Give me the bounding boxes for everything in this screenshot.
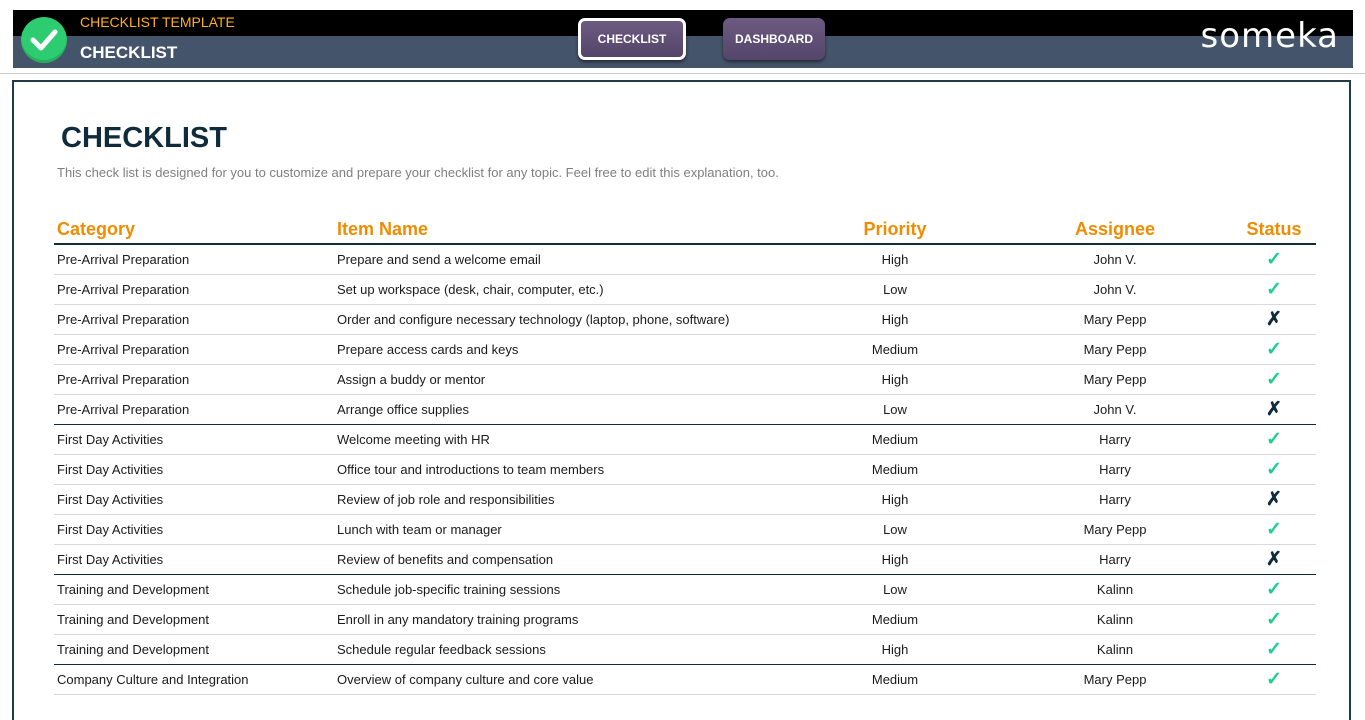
item-name-cell[interactable]: Prepare access cards and keys (337, 342, 519, 357)
category-cell[interactable]: First Day Activities (57, 462, 164, 477)
item-name-cell[interactable]: Review of job role and responsibilities (337, 492, 555, 507)
assignee-cell[interactable]: Mary Pepp (1083, 672, 1147, 687)
assignee-cell[interactable]: John V. (1093, 252, 1137, 267)
priority-cell[interactable]: Medium (871, 432, 919, 447)
status-cross-icon[interactable]: ✗ (1266, 399, 1282, 420)
item-name-cell[interactable]: Review of benefits and compensation (337, 552, 554, 567)
priority-cell[interactable]: Medium (871, 462, 919, 477)
assignee-cell[interactable]: John V. (1093, 282, 1137, 297)
table-row[interactable] (54, 515, 1316, 545)
page-description[interactable]: This check list is designed for you to customize and prepare your checklist for any topic. Feel free to edit this explanation, too. (57, 165, 779, 180)
priority-cell[interactable]: High (881, 642, 909, 657)
table-row[interactable] (54, 545, 1316, 575)
table-row[interactable] (54, 425, 1316, 455)
category-cell[interactable]: Company Culture and Integration (57, 672, 249, 687)
assignee-cell[interactable]: Harry (1099, 552, 1131, 567)
priority-cell[interactable]: High (881, 492, 909, 507)
status-check-icon[interactable]: ✓ (1266, 579, 1282, 600)
brand-logo[interactable]: someka (1200, 16, 1339, 56)
assignee-cell[interactable]: Mary Pepp (1083, 522, 1147, 537)
assignee-cell[interactable]: Harry (1099, 492, 1131, 507)
category-cell[interactable]: Training and Development (57, 642, 209, 657)
item-name-cell[interactable]: Office tour and introductions to team members (337, 462, 605, 477)
priority-cell[interactable]: Low (883, 282, 907, 297)
category-cell[interactable]: Pre-Arrival Preparation (57, 282, 190, 297)
category-cell[interactable]: Pre-Arrival Preparation (57, 312, 190, 327)
assignee-cell[interactable]: Harry (1099, 462, 1131, 477)
dashboard-nav-button[interactable]: DASHBOARD (723, 18, 825, 60)
item-name-cell[interactable]: Schedule regular feedback sessions (337, 642, 546, 657)
assignee-cell[interactable]: Kalinn (1096, 642, 1134, 657)
category-cell[interactable]: Training and Development (57, 582, 209, 597)
assignee-cell[interactable]: Mary Pepp (1083, 342, 1147, 357)
category-cell[interactable]: First Day Activities (57, 492, 164, 507)
column-header-category: Category (57, 219, 136, 239)
table-row[interactable] (54, 605, 1316, 635)
item-name-cell[interactable]: Enroll in any mandatory training programs (337, 612, 579, 627)
checklist-nav-button[interactable]: CHECKLIST (578, 18, 686, 60)
table-header (54, 219, 1316, 245)
app-subtitle: CHECKLIST TEMPLATE (80, 14, 235, 30)
status-check-icon[interactable]: ✓ (1266, 669, 1282, 690)
assignee-cell[interactable]: John V. (1093, 402, 1137, 417)
status-check-icon[interactable]: ✓ (1266, 249, 1282, 270)
checklist-table (54, 219, 1316, 695)
priority-cell[interactable]: Medium (871, 612, 919, 627)
priority-cell[interactable]: High (881, 252, 909, 267)
table-row[interactable] (54, 665, 1316, 695)
table-row[interactable] (54, 635, 1316, 665)
assignee-cell[interactable]: Kalinn (1096, 582, 1134, 597)
item-name-cell[interactable]: Schedule job-specific training sessions (337, 582, 561, 597)
table-row[interactable] (54, 395, 1316, 425)
table-row[interactable] (54, 335, 1316, 365)
status-check-icon[interactable]: ✓ (1266, 519, 1282, 540)
priority-cell[interactable]: High (881, 372, 909, 387)
assignee-cell[interactable]: Harry (1099, 432, 1131, 447)
item-name-cell[interactable]: Order and configure necessary technology (laptop, phone, software) (337, 312, 730, 327)
item-name-cell[interactable]: Assign a buddy or mentor (337, 372, 486, 387)
column-header-item-name: Item Name (337, 219, 429, 239)
assignee-cell[interactable]: Mary Pepp (1083, 372, 1147, 387)
app-header (13, 10, 1353, 68)
table-row[interactable] (54, 455, 1316, 485)
item-name-cell[interactable]: Lunch with team or manager (337, 522, 502, 537)
category-cell[interactable]: Pre-Arrival Preparation (57, 252, 190, 267)
category-cell[interactable]: Pre-Arrival Preparation (57, 372, 190, 387)
priority-cell[interactable]: Medium (871, 342, 919, 357)
priority-cell[interactable]: High (881, 312, 909, 327)
app-title: CHECKLIST (80, 43, 178, 62)
table-row[interactable] (54, 365, 1316, 395)
priority-cell[interactable]: Low (883, 582, 907, 597)
priority-cell[interactable]: High (881, 552, 909, 567)
item-name-cell[interactable]: Set up workspace (desk, chair, computer, etc.) (337, 282, 604, 297)
assignee-cell[interactable]: Mary Pepp (1083, 312, 1147, 327)
table-row[interactable] (54, 305, 1316, 335)
item-name-cell[interactable]: Welcome meeting with HR (337, 432, 490, 447)
status-check-icon[interactable]: ✓ (1266, 279, 1282, 300)
status-cross-icon[interactable]: ✗ (1266, 549, 1282, 570)
category-cell[interactable]: First Day Activities (57, 552, 164, 567)
status-check-icon[interactable]: ✓ (1266, 639, 1282, 660)
check-logo-icon (21, 17, 67, 63)
category-cell[interactable]: Training and Development (57, 612, 209, 627)
status-cross-icon[interactable]: ✗ (1266, 309, 1282, 330)
category-cell[interactable]: First Day Activities (57, 522, 164, 537)
status-check-icon[interactable]: ✓ (1266, 369, 1282, 390)
priority-cell[interactable]: Low (883, 402, 907, 417)
table-row[interactable] (54, 245, 1316, 275)
header-divider (0, 73, 1365, 74)
checklist-sheet (12, 80, 1351, 720)
priority-cell[interactable]: Medium (871, 672, 919, 687)
column-header-status: Status (1246, 219, 1302, 239)
column-header-priority: Priority (863, 219, 927, 239)
item-name-cell[interactable]: Overview of company culture and core value (337, 672, 594, 687)
table-row[interactable] (54, 485, 1316, 515)
table-row[interactable] (54, 575, 1316, 605)
item-name-cell[interactable]: Prepare and send a welcome email (337, 252, 541, 267)
status-check-icon[interactable]: ✓ (1266, 459, 1282, 480)
status-check-icon[interactable]: ✓ (1266, 339, 1282, 360)
status-cross-icon[interactable]: ✗ (1266, 489, 1282, 510)
status-check-icon[interactable]: ✓ (1266, 429, 1282, 450)
page-heading: CHECKLIST (61, 122, 227, 154)
priority-cell[interactable]: Low (883, 522, 907, 537)
assignee-cell[interactable]: Kalinn (1096, 612, 1134, 627)
table-row[interactable] (54, 275, 1316, 305)
table-body (54, 245, 1316, 695)
category-cell[interactable]: Pre-Arrival Preparation (57, 402, 190, 417)
item-name-cell[interactable]: Arrange office supplies (337, 402, 470, 417)
category-cell[interactable]: First Day Activities (57, 432, 164, 447)
category-cell[interactable]: Pre-Arrival Preparation (57, 342, 190, 357)
column-header-assignee: Assignee (1074, 219, 1156, 239)
status-check-icon[interactable]: ✓ (1266, 609, 1282, 630)
